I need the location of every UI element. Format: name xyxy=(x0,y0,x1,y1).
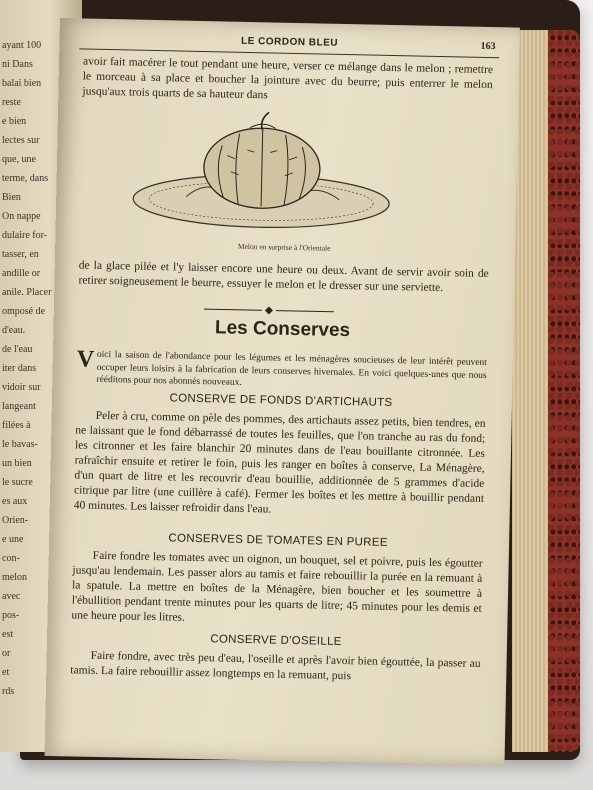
section-separator xyxy=(204,305,334,316)
left-page-line: Orien- xyxy=(2,515,29,526)
melon-illustration xyxy=(126,103,399,239)
left-page-line: est xyxy=(2,629,14,640)
left-page-line: dulaire for- xyxy=(2,230,48,241)
intro-paragraph: oici la saison de l'abondance pour les légumes et les ménagères soucieuses de leur intérêt peuvent occuper leurs loisirs à la fabrication de leurs conserves hivernales. En voici quelques-unes que nous rééditons pour nos abonnés nouveaux. xyxy=(96,349,487,388)
illustration-caption: Melon en surprise à l'Orientale xyxy=(237,241,331,253)
left-page-line: de l'eau xyxy=(2,344,33,355)
running-head-title: LE CORDON BLEU xyxy=(240,35,339,49)
left-page-line: tasser, en xyxy=(2,249,39,260)
left-page-line: iter dans xyxy=(2,363,37,374)
left-page-line: On nappe xyxy=(2,211,41,222)
left-page-line: et xyxy=(2,667,10,678)
left-page-line: omposé de xyxy=(2,306,46,317)
section-title-tomates: CONSERVES DE TOMATES EN PUREE xyxy=(168,532,388,549)
left-page-line: rds xyxy=(2,686,15,697)
left-page-line: es aux xyxy=(2,496,28,507)
right-page xyxy=(45,18,520,765)
left-page-line: or xyxy=(2,648,11,659)
left-page-line: d'eau. xyxy=(2,325,26,336)
left-page-line: pos- xyxy=(2,610,20,621)
left-page-line: filées à xyxy=(2,420,31,431)
left-page-line: ayant 100 xyxy=(2,40,42,51)
chapter-heading: Les Conserves xyxy=(214,317,351,342)
page-number: 163 xyxy=(480,40,496,53)
left-page-line: e une xyxy=(2,534,24,545)
section-title-oseille: CONSERVE D'OSEILLE xyxy=(210,633,342,649)
intro-dropcap: V xyxy=(76,346,95,373)
left-page-line: terme, dans xyxy=(2,173,49,184)
left-page-line: que, une xyxy=(2,154,36,165)
left-page-line: e bien xyxy=(2,116,27,127)
section-title-artichauts: CONSERVE DE FONDS D'ARTICHAUTS xyxy=(169,392,393,410)
paragraph-melon-1: avoir fait macérer le tout pendant une heure, verser ce mélange dans le melon ; remettre le morceau à sa place et boucher la jointure avec du beurre; puis enterrer le melon jusqu'aux trois quarts de sa hauteur dans xyxy=(82,55,494,102)
left-page-line: le bavas- xyxy=(2,439,38,450)
left-page-line: anile. Placer xyxy=(2,287,52,298)
section-text-oseille: Faire fondre, avec très peu d'eau, l'oseille et après l'avoir bien égouttée, la passer au tamis. La faire rebouillir assez longtemps en la remuant, puis xyxy=(70,649,481,683)
section-text-artichauts: Peler à cru, comme on pèle des pommes, des artichauts assez petits, bien tendres, en ne laissant que le fond débarrassé de toutes les feuilles, que l'on tranche au ras du fond; les citronner et les faire blanchir 20 minutes dans de l'eau bouillante citronnée. Les rafraîchir ensuite et retirer le foin, puis les ranger en boîtes à conserve, La Ménagère, d'un quart de litre et les recouvrir d'eau bouillie, additionnée de 5 grammes d'acide citrique par litre (une cuillère à café). Fermer les boîtes et les mettre à bouillir pendant 40 minutes. Les laisser refroidir dans l'eau. xyxy=(73,409,486,516)
left-page-line: vidoir sur xyxy=(2,382,41,393)
left-page-line: ni Dans xyxy=(2,59,33,70)
left-page-line: con- xyxy=(2,553,20,564)
left-page-line: langeant xyxy=(2,401,36,412)
left-page-line: andille or xyxy=(2,268,41,279)
left-page-line: avec xyxy=(2,591,21,602)
left-page-line: melon xyxy=(2,572,27,583)
left-page-line: le sucre xyxy=(2,477,33,488)
left-page-line: un bien xyxy=(2,458,32,469)
left-page-line: lectes sur xyxy=(2,135,40,146)
left-page-line: balai bien xyxy=(2,78,42,89)
marbled-cover-edge xyxy=(548,30,580,752)
left-page-line: Bien xyxy=(2,192,21,203)
left-page-line: reste xyxy=(2,97,21,108)
section-text-tomates: Faire fondre les tomates avec un oignon, un bouquet, sel et poivre, puis les égoutter jusqu'au lendemain. Les passer alors au tamis et faire rebouillir la purée en la remuant à la spatule. La mettre en boîtes de la Ménagère, bien boucher et les soumettre à l'ébullition pendant trente minutes pour les quarts de litre; 45 minutes pour les demis et une heure pour les litres. xyxy=(71,549,483,624)
paragraph-melon-2: de la glace pilée et l'y laisser encore une heure ou deux. Avant de servir avoir soin de retirer soigneusement le beurre, essuyer le melon et le dresser sur une serviette. xyxy=(78,259,489,295)
